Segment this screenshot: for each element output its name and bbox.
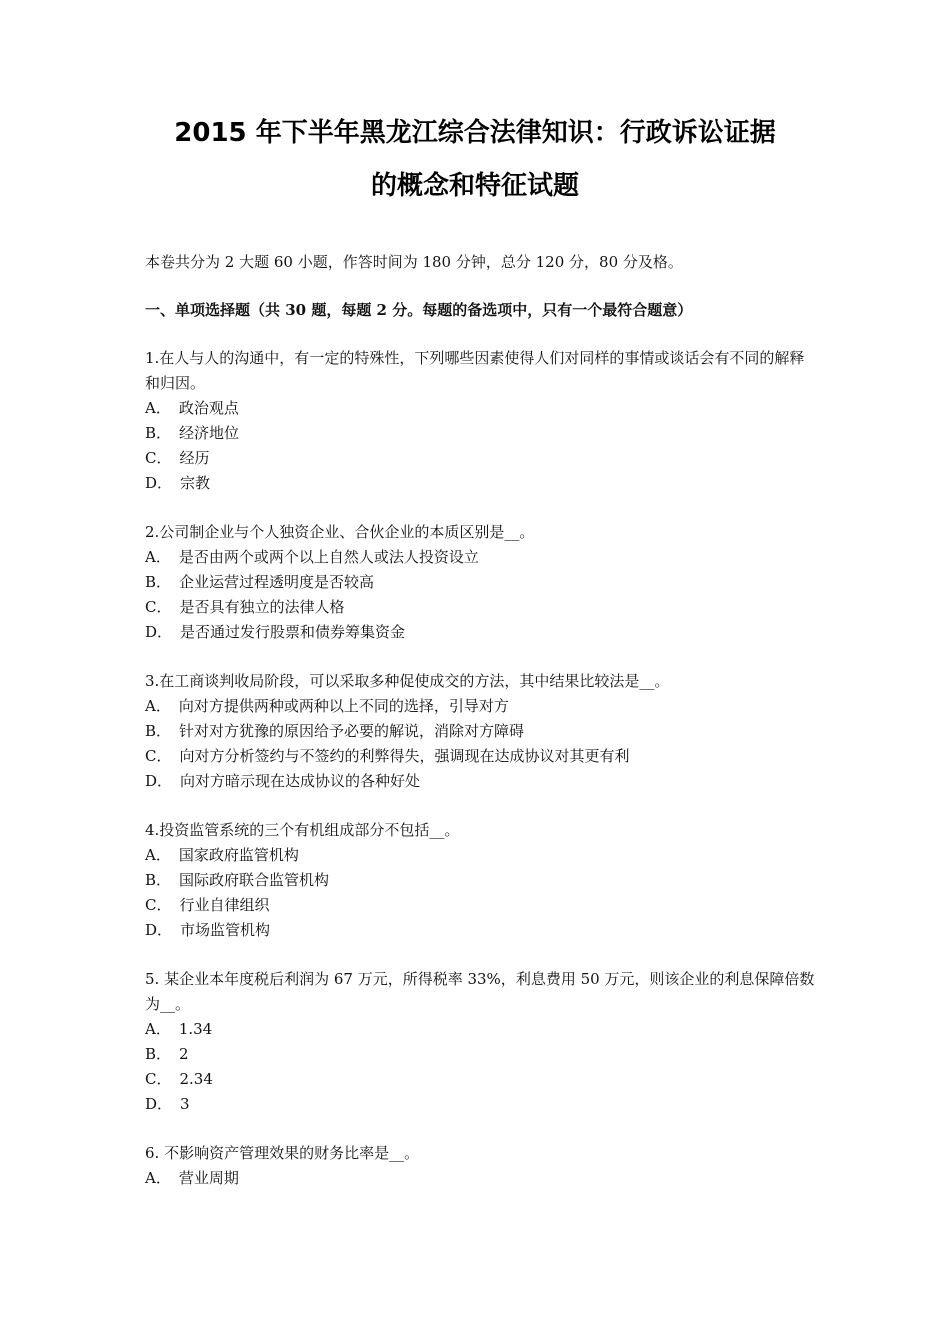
option-letter: D． bbox=[145, 1095, 173, 1113]
question-stem: 4.投资监管系统的三个有机组成部分不包括__。 bbox=[145, 821, 460, 839]
option-text: 是否具有独立的法律人格 bbox=[179, 598, 345, 616]
option-letter: A． bbox=[145, 846, 171, 864]
document-title-line-2: 的概念和特征试题 bbox=[370, 171, 579, 201]
option-letter: A． bbox=[145, 1169, 171, 1187]
option-letter: D． bbox=[145, 474, 173, 492]
option-text: 政治观点 bbox=[178, 399, 239, 417]
option-letter: B． bbox=[145, 424, 172, 442]
option-letter: D． bbox=[145, 772, 173, 790]
option-text: 经济地位 bbox=[179, 424, 240, 442]
option-letter: B． bbox=[145, 871, 172, 889]
answer-option bbox=[145, 595, 815, 620]
question-item bbox=[145, 346, 815, 496]
answer-option bbox=[145, 446, 815, 471]
option-text: 针对对方犹豫的原因给予必要的解说，消除对方障碍 bbox=[179, 722, 525, 740]
option-text: 企业运营过程透明度是否较高 bbox=[179, 573, 375, 591]
question-stem: 1.在人与人的沟通中，有一定的特殊性，下列哪些因素使得人们对同样的事情或谈话会有不同的解释和归因。 bbox=[145, 349, 805, 392]
answer-option bbox=[145, 1166, 815, 1191]
answer-option bbox=[145, 719, 815, 744]
option-text: 2 bbox=[179, 1045, 189, 1063]
option-letter: C． bbox=[145, 449, 172, 467]
answer-option bbox=[145, 620, 815, 645]
option-letter: A． bbox=[145, 548, 171, 566]
document-body bbox=[145, 250, 815, 1215]
option-letter: D． bbox=[145, 921, 173, 939]
answer-option bbox=[145, 421, 815, 446]
option-letter: C． bbox=[145, 598, 172, 616]
answer-option bbox=[145, 769, 815, 794]
option-text: 向对方暗示现在达成协议的各种好处 bbox=[180, 772, 421, 790]
option-text: 经历 bbox=[179, 449, 210, 467]
question-item bbox=[145, 669, 815, 794]
option-text: 是否通过发行股票和债券筹集资金 bbox=[180, 623, 406, 641]
answer-option bbox=[145, 843, 815, 868]
answer-option bbox=[145, 1017, 815, 1042]
question-stem: 3.在工商谈判收局阶段，可以采取多种促使成交的方法，其中结果比较法是__。 bbox=[145, 672, 670, 690]
answer-option bbox=[145, 744, 815, 769]
question-item bbox=[145, 818, 815, 943]
answer-option bbox=[145, 1042, 815, 1067]
answer-option bbox=[145, 868, 815, 893]
question-stem: 2.公司制企业与个人独资企业、合伙企业的本质区别是__。 bbox=[145, 523, 535, 541]
question-item bbox=[145, 520, 815, 645]
answer-option bbox=[145, 545, 815, 570]
option-text: 1.34 bbox=[178, 1020, 213, 1038]
option-text: 营业周期 bbox=[178, 1169, 239, 1187]
answer-option bbox=[145, 893, 815, 918]
answer-option bbox=[145, 570, 815, 595]
option-text: 行业自律组织 bbox=[179, 896, 270, 914]
option-letter: C． bbox=[145, 896, 172, 914]
answer-option bbox=[145, 396, 815, 421]
option-text: 3 bbox=[180, 1095, 190, 1113]
answer-option bbox=[145, 1067, 815, 1092]
option-text: 向对方分析签约与不签约的利弊得失，强调现在达成协议对其更有利 bbox=[179, 747, 630, 765]
answer-option bbox=[145, 1092, 815, 1117]
option-letter: B． bbox=[145, 573, 172, 591]
question-stem: 5. 某企业本年度税后利润为 67 万元，所得税率 33%，利息费用 50 万元，则该企业的利息保障倍数为__。 bbox=[145, 970, 815, 1013]
answer-option bbox=[145, 918, 815, 943]
option-text: 2.34 bbox=[179, 1070, 213, 1088]
option-letter: D． bbox=[145, 623, 173, 641]
option-text: 国际政府联合监管机构 bbox=[179, 871, 330, 889]
option-text: 向对方提供两种或两种以上不同的选择，引导对方 bbox=[178, 697, 509, 715]
option-text: 是否由两个或两个以上自然人或法人投资设立 bbox=[178, 548, 479, 566]
question-item bbox=[145, 967, 815, 1117]
option-text: 宗教 bbox=[180, 474, 211, 492]
option-letter: A． bbox=[145, 697, 171, 715]
exam-intro: 本卷共分为 2 大题 60 小题，作答时间为 180 分钟，总分 120 分，80 分及格。 bbox=[145, 253, 683, 271]
question-stem: 6. 不影响资产管理效果的财务比率是__。 bbox=[145, 1144, 420, 1162]
option-letter: B． bbox=[145, 722, 172, 740]
option-letter: B． bbox=[145, 1045, 172, 1063]
question-list bbox=[145, 346, 815, 1191]
option-text: 市场监管机构 bbox=[180, 921, 271, 939]
document-title-line-1: 2015 年下半年黑龙江综合法律知识：行政诉讼证据 bbox=[174, 118, 776, 148]
option-letter: C． bbox=[145, 747, 172, 765]
question-item bbox=[145, 1141, 815, 1191]
option-text: 国家政府监管机构 bbox=[178, 846, 299, 864]
option-letter: C． bbox=[145, 1070, 172, 1088]
section-heading: 一、单项选择题（共 30 题，每题 2 分。每题的备选项中，只有一个最符合题意） bbox=[145, 301, 693, 319]
answer-option bbox=[145, 694, 815, 719]
option-letter: A． bbox=[145, 399, 171, 417]
option-letter: A． bbox=[145, 1020, 171, 1038]
answer-option bbox=[145, 471, 815, 496]
